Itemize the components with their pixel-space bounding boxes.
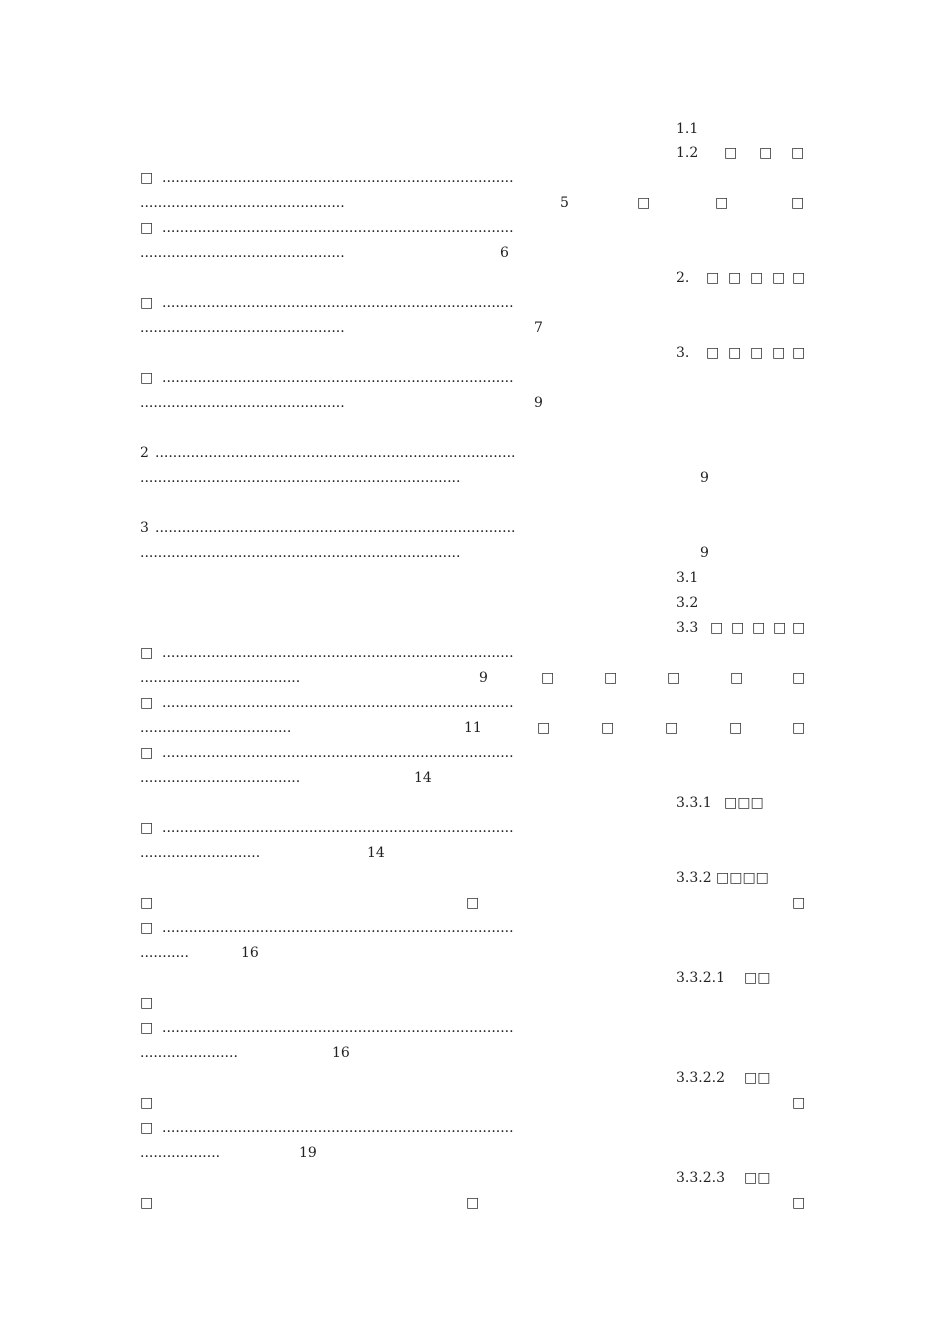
toc-heading-2-number: 2. xyxy=(676,270,690,286)
toc-dot-leader: ............................................................................... xyxy=(162,220,514,236)
toc-page-number: 16 xyxy=(241,945,259,961)
missing-glyph: □ xyxy=(710,620,724,636)
toc-dot-leader: .................................... xyxy=(140,670,301,686)
missing-glyph: □ xyxy=(792,620,806,636)
toc-heading-1-1: 1.1 xyxy=(676,121,699,137)
missing-glyph: □ xyxy=(792,670,806,686)
toc-dot-leader: ............................................................................... xyxy=(162,745,514,761)
missing-glyph: □ xyxy=(706,270,720,286)
toc-heading-3-3-2-1-number: 3.3.2.1 xyxy=(676,970,725,986)
missing-glyph: □□ xyxy=(744,1070,771,1086)
toc-heading-3-3-number: 3.3 xyxy=(676,620,699,636)
missing-glyph: □ xyxy=(791,145,805,161)
missing-glyph: □ xyxy=(541,670,555,686)
toc-heading-3-3-2-3-number: 3.3.2.3 xyxy=(676,1170,725,1186)
toc-dot-leader: ............................................................................... xyxy=(162,820,514,836)
toc-page-number: 19 xyxy=(299,1145,317,1161)
toc-dot-leader: ................................................................................. xyxy=(155,445,516,461)
missing-glyph: □ xyxy=(604,670,618,686)
missing-glyph: □ xyxy=(752,620,766,636)
toc-heading-3-3-2-number: 3.3.2 xyxy=(676,870,712,886)
missing-glyph: □ xyxy=(140,295,154,311)
toc-page-number: 7 xyxy=(534,320,543,336)
toc-page-number: 6 xyxy=(500,245,509,261)
toc-page-number: 9 xyxy=(700,545,709,561)
missing-glyph: □ xyxy=(140,895,154,911)
missing-glyph: □ xyxy=(715,195,729,211)
missing-glyph: □ xyxy=(792,345,806,361)
toc-dot-leader: ........................................................................ xyxy=(140,545,461,561)
missing-glyph: □ xyxy=(140,920,154,936)
missing-glyph: □ xyxy=(750,270,764,286)
missing-glyph: □ xyxy=(140,220,154,236)
toc-page-number: 5 xyxy=(560,195,569,211)
missing-glyph: □ xyxy=(140,995,154,1011)
missing-glyph: □ xyxy=(601,720,615,736)
toc-dot-leader: .................................. xyxy=(140,720,292,736)
toc-page-number: 9 xyxy=(700,470,709,486)
missing-glyph: □ xyxy=(730,670,744,686)
toc-dot-leader: ........................... xyxy=(140,845,261,861)
missing-glyph: □□ xyxy=(744,970,771,986)
missing-glyph: □ xyxy=(773,620,787,636)
toc-dot-leader: ............................................................................... xyxy=(162,920,514,936)
missing-glyph: □ xyxy=(140,370,154,386)
missing-glyph: □ xyxy=(792,270,806,286)
missing-glyph: □ xyxy=(706,345,720,361)
toc-page-number: 14 xyxy=(367,845,385,861)
toc-dot-leader: ............................................................................... xyxy=(162,1020,514,1036)
missing-glyph: □ xyxy=(140,1120,154,1136)
toc-dot-leader: ............................................................................... xyxy=(162,170,514,186)
missing-glyph: □ xyxy=(772,270,786,286)
toc-heading-3-3-2-2-number: 3.3.2.2 xyxy=(676,1070,725,1086)
toc-entry-3-number: 3 xyxy=(140,520,149,536)
toc-dot-leader: ............................................................................... xyxy=(162,695,514,711)
missing-glyph: □ xyxy=(466,1195,480,1211)
missing-glyph: □ xyxy=(792,1095,806,1111)
missing-glyph: □ xyxy=(728,270,742,286)
missing-glyph: □ xyxy=(140,695,154,711)
missing-glyph: □ xyxy=(140,170,154,186)
missing-glyph: □ xyxy=(466,895,480,911)
toc-dot-leader: .................................... xyxy=(140,770,301,786)
missing-glyph: □ xyxy=(792,720,806,736)
missing-glyph: □□□□ xyxy=(716,870,769,886)
toc-dot-leader: .............................................. xyxy=(140,395,345,411)
missing-glyph: □ xyxy=(791,195,805,211)
toc-dot-leader: ........................................................................ xyxy=(140,470,461,486)
missing-glyph: □ xyxy=(792,895,806,911)
toc-heading-3-number: 3. xyxy=(676,345,690,361)
missing-glyph: □ xyxy=(140,1195,154,1211)
missing-glyph: □ xyxy=(731,620,745,636)
toc-heading-1-2-number: 1.2 xyxy=(676,145,699,161)
missing-glyph: □ xyxy=(140,645,154,661)
toc-heading-3-3-1-number: 3.3.1 xyxy=(676,795,712,811)
toc-heading-3-2: 3.2 xyxy=(676,595,699,611)
toc-dot-leader: ........... xyxy=(140,945,189,961)
missing-glyph: □ xyxy=(140,1020,154,1036)
toc-page-number: 9 xyxy=(534,395,543,411)
toc-page-number: 14 xyxy=(414,770,432,786)
toc-dot-leader: ............................................................................... xyxy=(162,295,514,311)
missing-glyph: □ xyxy=(750,345,764,361)
toc-dot-leader: .............................................. xyxy=(140,195,345,211)
toc-dot-leader: ............................................................................... xyxy=(162,1120,514,1136)
missing-glyph: □ xyxy=(140,745,154,761)
missing-glyph: □ xyxy=(772,345,786,361)
toc-dot-leader: ................................................................................. xyxy=(155,520,516,536)
toc-dot-leader: ............................................................................... xyxy=(162,370,514,386)
toc-page-number: 11 xyxy=(464,720,482,736)
missing-glyph: □□ xyxy=(744,1170,771,1186)
missing-glyph: □ xyxy=(792,1195,806,1211)
missing-glyph: □ xyxy=(729,720,743,736)
missing-glyph: □□□ xyxy=(724,795,764,811)
toc-entry-2-number: 2 xyxy=(140,445,149,461)
toc-dot-leader: .............................................. xyxy=(140,245,345,261)
missing-glyph: □ xyxy=(140,1095,154,1111)
missing-glyph: □ xyxy=(667,670,681,686)
missing-glyph: □ xyxy=(759,145,773,161)
missing-glyph: □ xyxy=(724,145,738,161)
toc-dot-leader: ............................................................................... xyxy=(162,645,514,661)
missing-glyph: □ xyxy=(537,720,551,736)
missing-glyph: □ xyxy=(665,720,679,736)
toc-heading-3-1: 3.1 xyxy=(676,570,699,586)
toc-page-number: 16 xyxy=(332,1045,350,1061)
missing-glyph: □ xyxy=(637,195,651,211)
toc-dot-leader: .................. xyxy=(140,1145,221,1161)
toc-page-number: 9 xyxy=(479,670,488,686)
missing-glyph: □ xyxy=(140,820,154,836)
toc-dot-leader: ...................... xyxy=(140,1045,238,1061)
toc-dot-leader: .............................................. xyxy=(140,320,345,336)
missing-glyph: □ xyxy=(728,345,742,361)
